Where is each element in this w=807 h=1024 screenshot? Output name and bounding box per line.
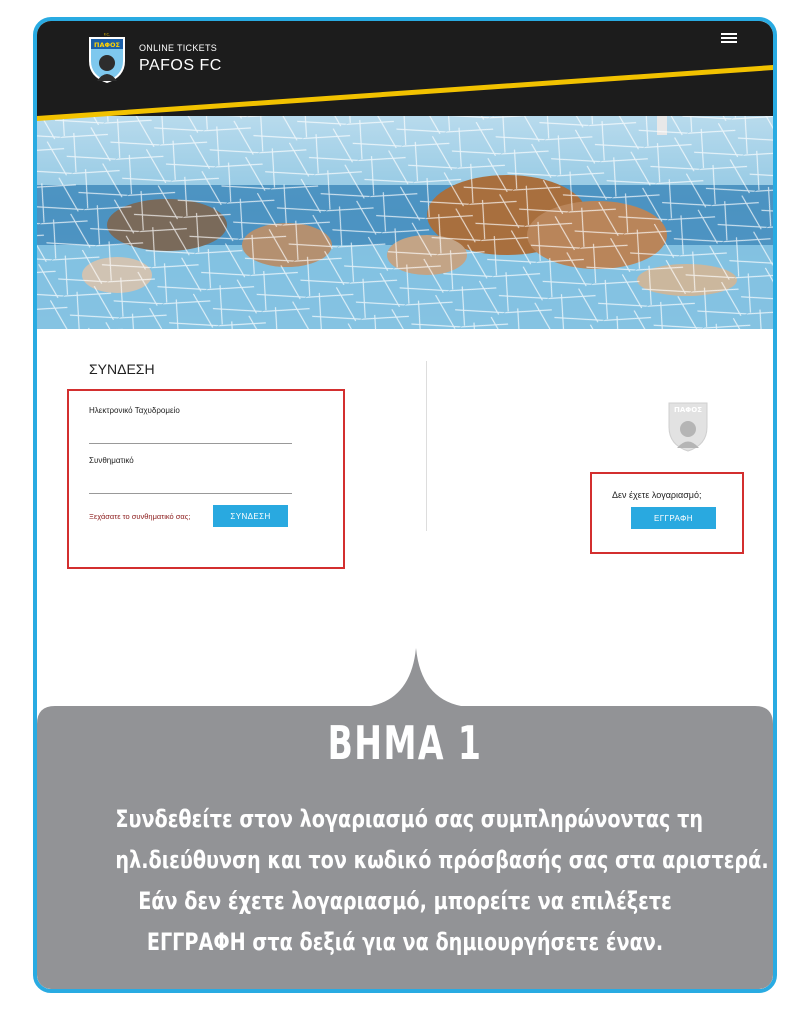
password-field[interactable] bbox=[89, 477, 292, 494]
email-label: Ηλεκτρονικό Ταχυδρομείο bbox=[89, 406, 180, 415]
instruction-line: ηλ.διεύθυνση και τον κωδικό πρόσβασής σας στα αριστερά. bbox=[115, 846, 769, 874]
logo-text: ΠΑΦΟΣ bbox=[94, 41, 120, 49]
login-button[interactable]: ΣΥΝΔΕΣΗ bbox=[213, 505, 288, 527]
step-title: ΒΗΜΑ 1 bbox=[327, 716, 483, 770]
logo-small-text: F.C. bbox=[103, 32, 111, 37]
brand-subtitle: ONLINE TICKETS bbox=[139, 43, 218, 53]
column-divider bbox=[426, 361, 427, 531]
brand-title: PAFOS FC bbox=[139, 57, 222, 74]
app-frame bbox=[33, 17, 777, 993]
password-label: Συνθηματικό bbox=[89, 456, 134, 465]
step-instructions bbox=[115, 799, 769, 963]
login-title: ΣΥΝΔΕΣΗ bbox=[89, 361, 155, 377]
pafos-crest-icon bbox=[665, 399, 711, 453]
instruction-line: ΕΓΓΡΑΦΗ στα δεξιά για να δημιουργήσετε έναν. bbox=[146, 928, 664, 956]
no-account-prompt: Δεν έχετε λογαριασμό; bbox=[612, 490, 702, 500]
header-accent-stripe bbox=[37, 21, 773, 121]
instruction-line: Εάν δεν έχετε λογαριασμό, μπορείτε να επιλέξετε bbox=[138, 887, 672, 915]
forgot-password-link[interactable]: Ξεχάσατε το συνθηματικό σας; bbox=[89, 512, 191, 521]
email-field[interactable] bbox=[89, 427, 292, 444]
crest-text: ΠΑΦΟΣ bbox=[674, 406, 702, 414]
register-button[interactable]: ΕΓΓΡΑΦΗ bbox=[631, 507, 716, 529]
instruction-line: Συνδεθείτε στον λογαριασμό σας συμπληρώνοντας τη bbox=[115, 805, 704, 833]
